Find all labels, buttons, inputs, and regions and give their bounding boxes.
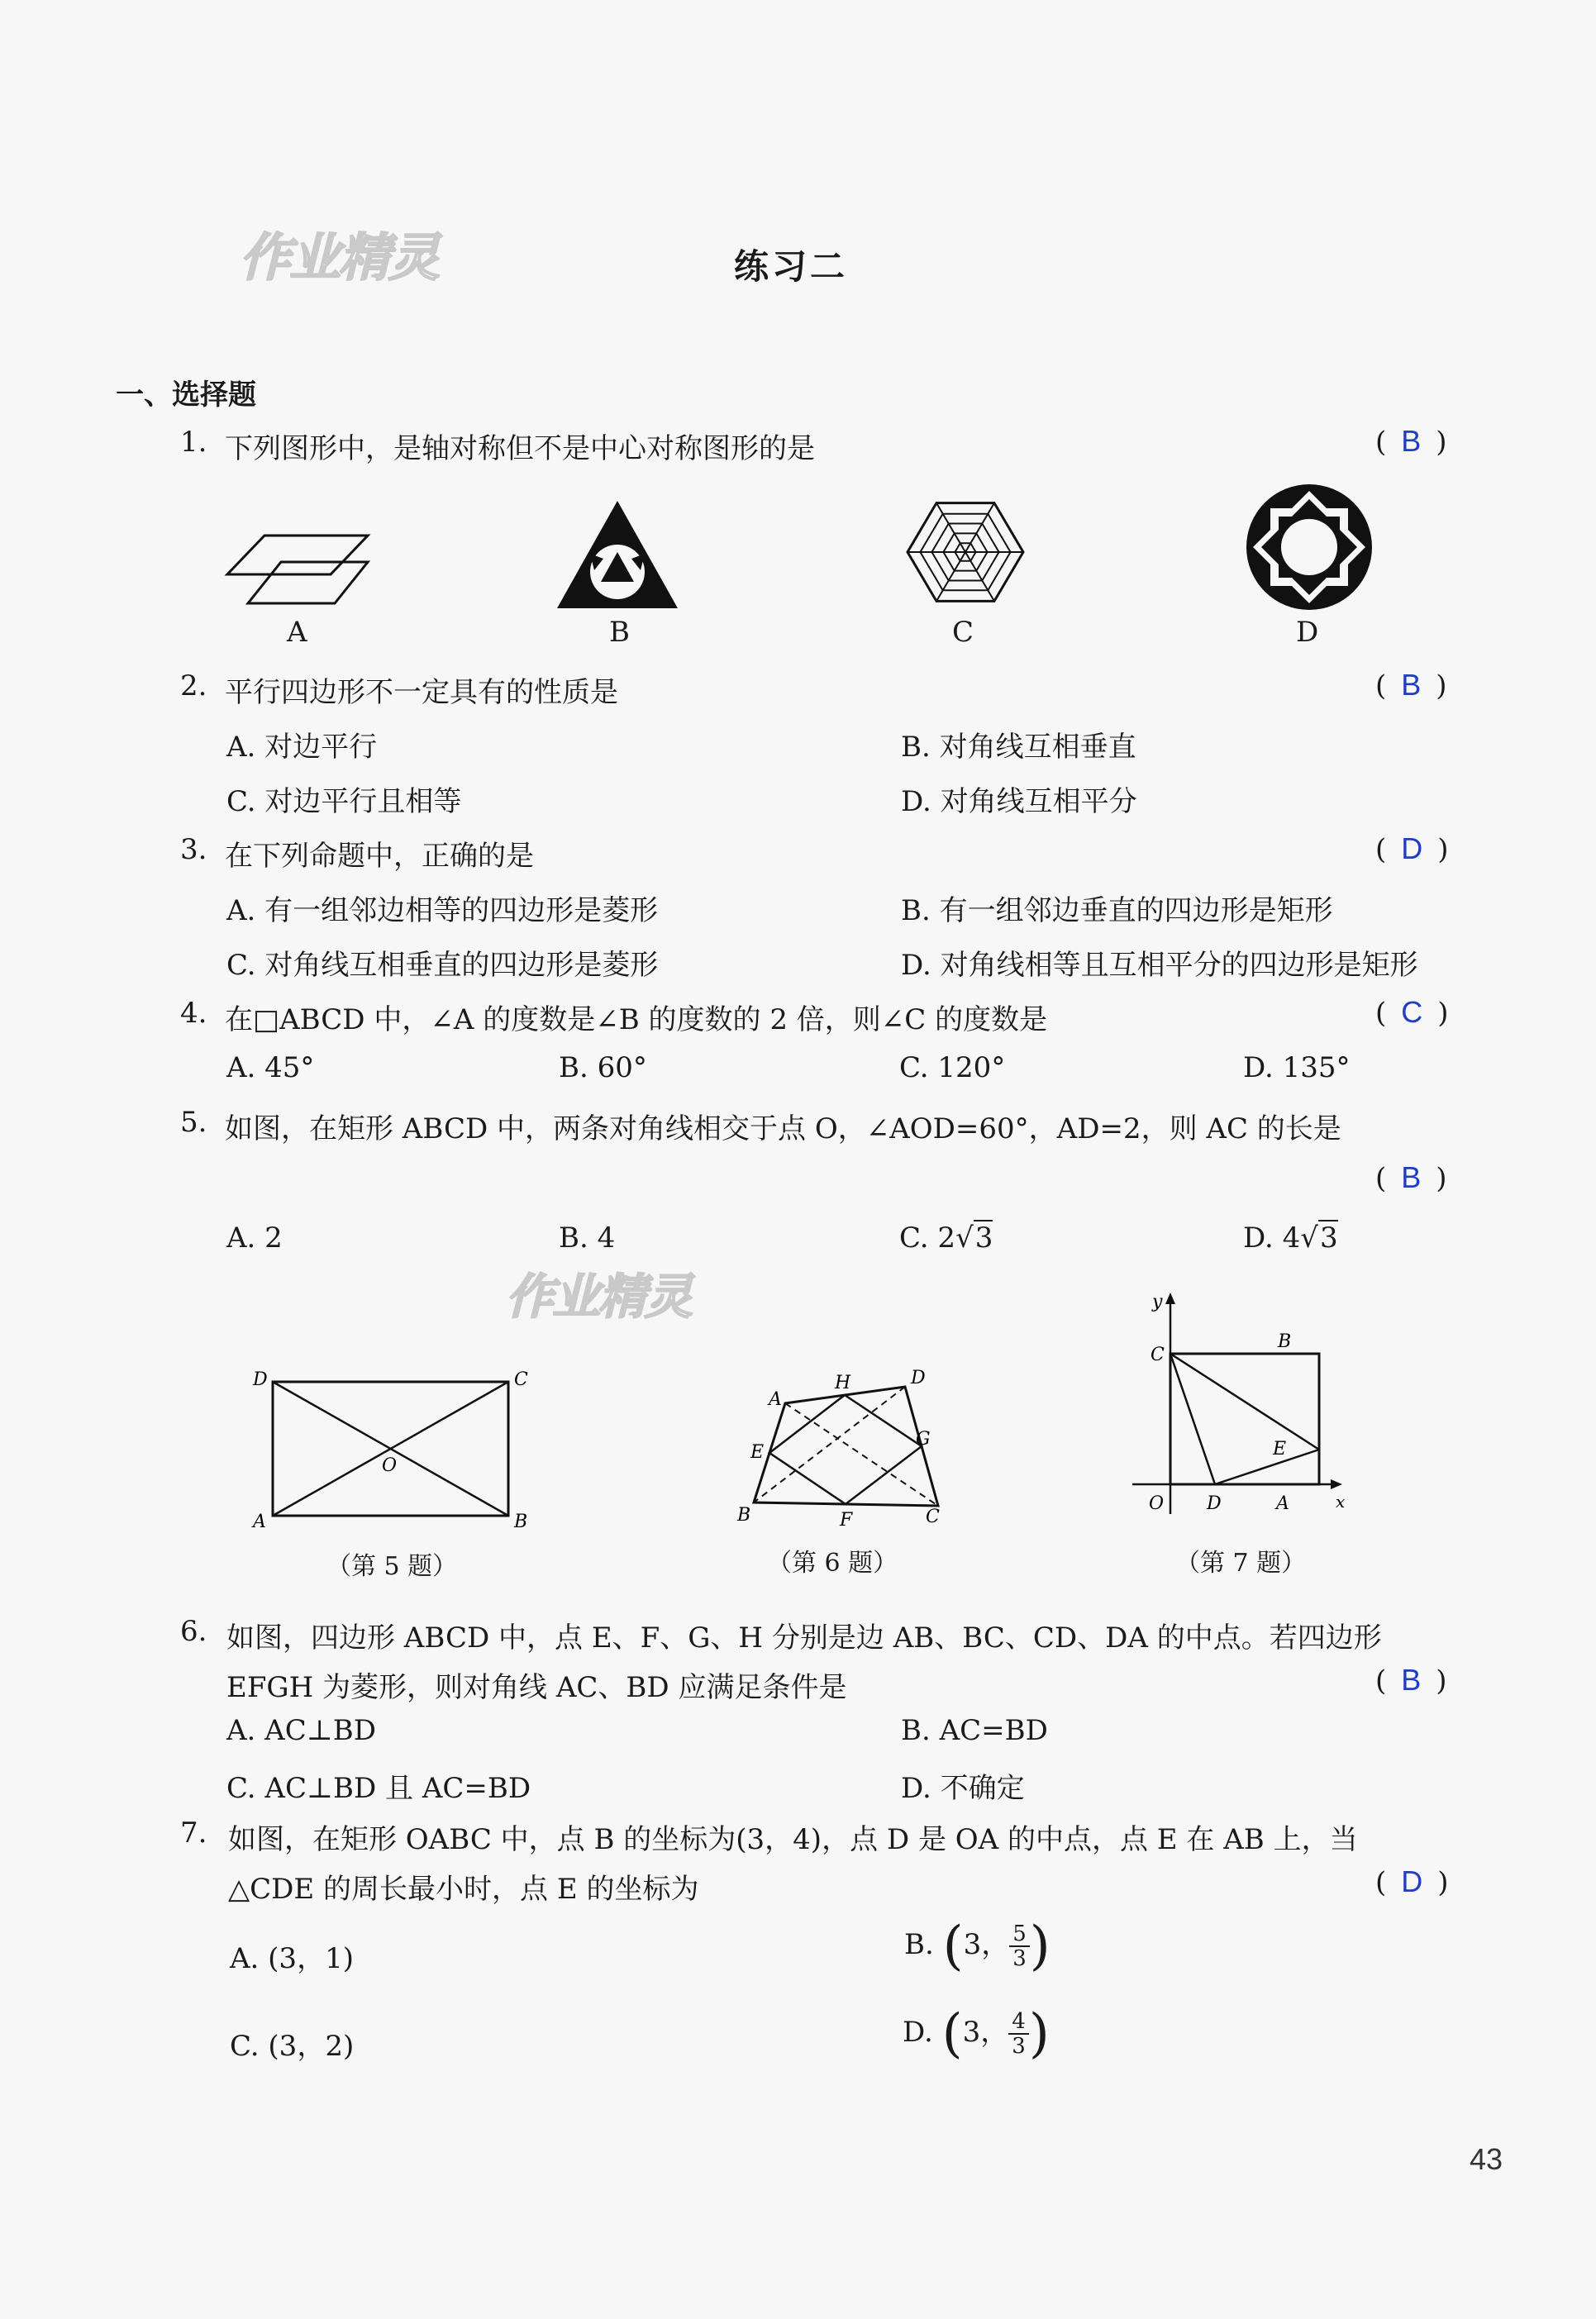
parallelogram-1 xyxy=(227,536,368,574)
q7-option-c: C. (3，2) xyxy=(230,2030,355,2063)
watermark-top: 作业精灵 xyxy=(240,227,439,288)
page-number: 43 xyxy=(1470,2142,1503,2176)
q7-option-b-fraction xyxy=(1009,1922,1030,1970)
watermark-middle: 作业精灵 xyxy=(506,1269,692,1325)
q5-option-d: D. 4√3 xyxy=(1243,1221,1338,1255)
q6-text-line1: 如图，四边形 ABCD 中，点 E、F、G、H 分别是边 AB、BC、CD、DA 的中点。若四边形 xyxy=(226,1621,1382,1655)
fig7-label-a: A xyxy=(1276,1493,1289,1514)
q7-number: 7. xyxy=(180,1817,207,1850)
fig7-label-y: y xyxy=(1152,1292,1163,1312)
q5-option-a: A. 2 xyxy=(226,1221,283,1255)
fig7-label-c: C xyxy=(1151,1345,1165,1365)
q6-answer: ( B ) xyxy=(1375,1663,1447,1698)
q2-answer-letter: B xyxy=(1401,668,1422,702)
fig5-label-c: C xyxy=(514,1369,528,1390)
q2-number: 2. xyxy=(180,669,207,702)
q5-answer: ( B ) xyxy=(1375,1160,1447,1195)
page-title: 练习二 xyxy=(734,246,849,287)
section-heading: 一、选择题 xyxy=(116,379,256,412)
q7-option-d-fraction xyxy=(1008,2010,1029,2058)
q5-number: 5. xyxy=(180,1106,207,1139)
figure-5 xyxy=(248,1364,545,1537)
q7-text-line1: 如图，在矩形 OABC 中，点 B 的坐标为(3，4)，点 D 是 OA 的中点，点 E 在 AB 上，当 xyxy=(228,1823,1358,1856)
figure-7 xyxy=(1124,1289,1355,1529)
figure-7-caption: （第 7 题） xyxy=(1175,1549,1307,1578)
q7-answer-letter: D xyxy=(1401,1864,1423,1898)
q3-option-d: D. 对角线相等且互相平分的四边形是矩形 xyxy=(901,949,1418,982)
fig7-label-b: B xyxy=(1278,1331,1292,1352)
q5-option-c-label: C. 2 xyxy=(899,1221,956,1255)
q6-option-d: D. 不确定 xyxy=(901,1772,1025,1805)
fig6-label-c: C xyxy=(926,1507,940,1527)
q1-figure-c xyxy=(899,493,1031,612)
fig5-label-d: D xyxy=(253,1369,268,1390)
q4-option-d: D. 135° xyxy=(1243,1051,1351,1084)
q4-option-a: A. 45° xyxy=(226,1051,315,1084)
fig6-label-d: D xyxy=(911,1368,926,1388)
fig5-label-b: B xyxy=(514,1512,528,1532)
q3-option-a: A. 有一组邻边相等的四边形是菱形 xyxy=(226,894,659,927)
q7-option-a: A. (3，1) xyxy=(230,1942,354,1975)
q7-text-line2: △CDE 的周长最小时，点 E 的坐标为 xyxy=(228,1873,699,1906)
q7-option-b-paren-close: ) xyxy=(1029,1916,1051,1977)
q7-option-d-paren-close: ) xyxy=(1028,2003,1050,2064)
q7-option-d-numerator: 4 xyxy=(1008,2010,1029,2035)
q3-option-b: B. 有一组邻边垂直的四边形是矩形 xyxy=(901,894,1333,927)
q1-answer: ( B ) xyxy=(1375,424,1447,459)
q4-text: 在□ABCD 中，∠A 的度数是∠B 的度数的 2 倍，则∠C 的度数是 xyxy=(225,1003,1048,1036)
fig6-label-b: B xyxy=(737,1505,751,1526)
q4-option-c: C. 120° xyxy=(899,1051,1006,1084)
q3-option-c: C. 对角线互相垂直的四边形是菱形 xyxy=(226,949,659,982)
q2-option-c: C. 对边平行且相等 xyxy=(226,785,462,818)
q7-option-b-denominator: 3 xyxy=(1012,1946,1027,1971)
q6-answer-letter: B xyxy=(1401,1663,1422,1697)
q2-text: 平行四边形不一定具有的性质是 xyxy=(225,676,618,709)
q2-option-a: A. 对边平行 xyxy=(226,731,378,764)
q2-option-d: D. 对角线互相平分 xyxy=(901,785,1137,818)
q7-option-d xyxy=(903,2003,1050,2064)
q1-label-b: B xyxy=(609,616,630,649)
q1-label-d: D xyxy=(1296,616,1319,649)
q1-text: 下列图形中，是轴对称但不是中心对称图形的是 xyxy=(225,432,815,465)
q5-answer-letter: B xyxy=(1401,1160,1422,1194)
q5-option-c: C. 2√3 xyxy=(899,1221,993,1255)
fig6-label-h: H xyxy=(835,1373,851,1393)
figure-5-caption: （第 5 题） xyxy=(326,1552,458,1581)
q1-figure-a xyxy=(215,529,380,612)
q1-figure-b xyxy=(555,499,679,611)
q6-text-line2: EFGH 为菱形，则对角线 AC、BD 应满足条件是 xyxy=(226,1671,847,1704)
circle-inner xyxy=(1281,519,1337,575)
q7-option-d-denominator: 3 xyxy=(1012,2034,1026,2059)
q2-answer: ( B ) xyxy=(1375,668,1447,702)
q5-option-d-radicand: 3 xyxy=(1319,1221,1338,1255)
q6-option-b: B. AC=BD xyxy=(901,1714,1048,1747)
q4-answer: ( C ) xyxy=(1375,995,1449,1030)
fig6-rhombus xyxy=(769,1395,922,1504)
q3-answer-letter: D xyxy=(1401,831,1423,865)
fig7-label-d: D xyxy=(1207,1493,1222,1514)
fig6-label-a: A xyxy=(769,1389,782,1410)
fig6-label-g: G xyxy=(916,1429,931,1450)
fig6-label-e: E xyxy=(750,1442,765,1463)
q6-number: 6. xyxy=(180,1615,207,1648)
q4-option-b: B. 60° xyxy=(559,1051,647,1084)
q3-number: 3. xyxy=(180,833,207,866)
figure-6-caption: （第 6 题） xyxy=(767,1549,898,1578)
figure-6 xyxy=(719,1355,967,1537)
q1-answer-letter: B xyxy=(1401,424,1422,458)
q1-label-c: C xyxy=(952,616,974,649)
fig7-label-o: O xyxy=(1149,1493,1165,1514)
fig7-label-x: x xyxy=(1336,1492,1346,1512)
fig7-label-e: E xyxy=(1273,1439,1287,1459)
q6-option-c: C. AC⊥BD 且 AC=BD xyxy=(226,1772,531,1805)
q7-option-b-paren-open: ( xyxy=(942,1916,964,1977)
q7-option-b xyxy=(904,1916,1051,1977)
q7-option-d-paren-open: ( xyxy=(941,2003,963,2064)
q5-option-b: B. 4 xyxy=(559,1221,616,1255)
q5-option-c-radicand: 3 xyxy=(974,1221,993,1255)
q3-text: 在下列命题中，正确的是 xyxy=(225,840,534,873)
q7-option-b-numerator: 5 xyxy=(1009,1922,1030,1947)
q1-number: 1. xyxy=(180,426,207,459)
q7-option-d-left: 3， xyxy=(962,2016,1009,2049)
q4-answer-letter: C xyxy=(1401,995,1423,1029)
fig7-line-ce xyxy=(1170,1354,1319,1450)
q7-option-b-label: B. xyxy=(904,1928,934,1961)
fig7-line-de xyxy=(1215,1450,1319,1484)
q5-option-d-label: D. 4 xyxy=(1243,1221,1301,1255)
parallelogram-2 xyxy=(248,562,368,603)
fig5-label-a: A xyxy=(253,1512,266,1532)
q5-text: 如图，在矩形 ABCD 中，两条对角线相交于点 O，∠AOD=60°，AD=2，则 AC 的长是 xyxy=(225,1112,1341,1145)
q7-option-d-label: D. xyxy=(903,2016,933,2049)
q2-option-b: B. 对角线互相垂直 xyxy=(901,731,1136,764)
q1-figure-d xyxy=(1243,481,1375,613)
q7-option-b-left: 3， xyxy=(963,1928,1010,1961)
q1-label-a: A xyxy=(287,616,307,649)
fig7-x-arrow xyxy=(1331,1479,1342,1489)
q6-option-a: A. AC⊥BD xyxy=(226,1714,376,1747)
q4-number: 4. xyxy=(180,997,207,1030)
q7-answer: ( D ) xyxy=(1375,1864,1449,1899)
q3-answer: ( D ) xyxy=(1375,831,1449,866)
fig7-line-cd xyxy=(1170,1354,1215,1484)
fig6-label-f: F xyxy=(840,1510,853,1531)
fig5-label-o: O xyxy=(382,1455,398,1476)
fig7-y-arrow xyxy=(1165,1293,1175,1304)
